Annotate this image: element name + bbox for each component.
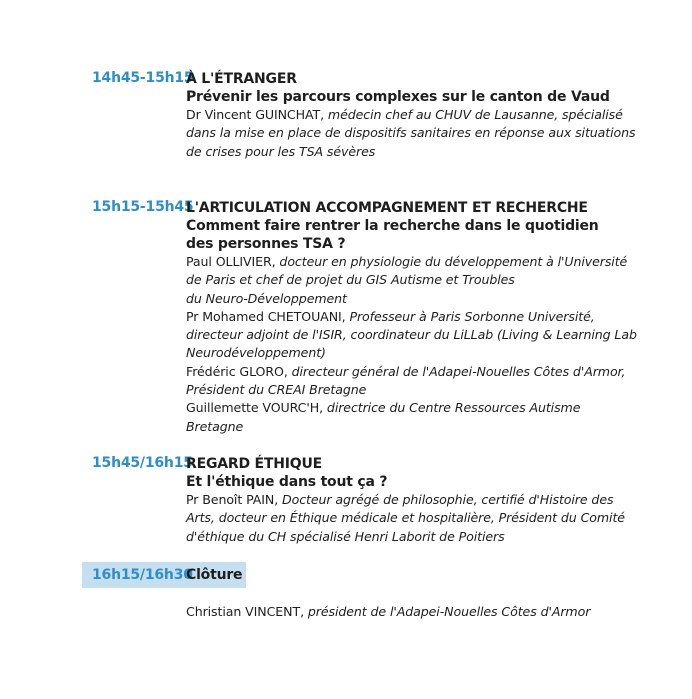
- speaker-role: directrice du Centre Ressources Autisme: [323, 400, 581, 416]
- speaker: [186, 106, 636, 161]
- speaker-role-line: du Neuro-Développement: [186, 290, 347, 306]
- speaker: [186, 491, 631, 546]
- speaker-role-line: directeur adjoint de l'ISIR, coordinateur du LiLLab (Living & Learning Lab: [186, 327, 637, 343]
- subtitle-line: des personnes TSA ?: [186, 236, 346, 252]
- speaker: [186, 399, 631, 436]
- speaker-line: [186, 106, 631, 124]
- speaker-role-line: Bretagne: [186, 418, 244, 434]
- speaker-line: [186, 363, 631, 381]
- speaker-role-line: de crises pour les TSA sévères: [186, 143, 376, 159]
- speaker-role-line: dans la mise en place de dispositifs sanitaires en réponse aux situations: [186, 125, 636, 141]
- speaker-name: Christian VINCENT,: [186, 604, 304, 619]
- speaker: [186, 363, 631, 400]
- speaker-line: [186, 253, 631, 271]
- session-title: L'ARTICULATION ACCOMPAGNEMENT ET RECHERCHE: [186, 200, 588, 216]
- speaker-role-line: Président du CREAI Bretagne: [186, 382, 367, 398]
- speaker-name: Pr Mohamed CHETOUANI,: [186, 308, 346, 324]
- speaker-name: Guillemette VOURC'H,: [186, 400, 324, 416]
- subtitle-line: Et l'éthique dans tout ça ?: [186, 474, 388, 490]
- session-title: À L'ÉTRANGER: [186, 71, 297, 87]
- speaker-role-line: Neurodéveloppement): [186, 345, 326, 361]
- closing-time: 16h15/16h30: [92, 567, 193, 583]
- session-subtitle: [186, 217, 631, 253]
- speaker-line: [186, 399, 631, 417]
- closing-speaker: [186, 603, 590, 621]
- session-time: 14h45-15h15: [92, 70, 194, 86]
- speaker-line: [186, 491, 631, 509]
- session-content: [186, 455, 631, 546]
- speaker-role-line: Arts, docteur en Éthique médicale et hospitalière, Président du Comité: [186, 510, 625, 526]
- speaker-role: Professeur à Paris Sorbonne Université,: [345, 308, 595, 324]
- speaker-role: Docteur agrégé de philosophie, certifié d'Histoire des: [278, 492, 614, 507]
- speaker-name: Dr Vincent GUINCHAT,: [186, 107, 325, 122]
- session-content: [186, 70, 636, 161]
- session-subtitle: [186, 473, 631, 491]
- session-title: REGARD ÉTHIQUE: [186, 456, 323, 472]
- session-time: 15h45/16h15: [92, 455, 193, 471]
- speaker-name: Frédéric GLORO,: [186, 363, 288, 379]
- closing-title: Clôture: [186, 567, 243, 583]
- speaker-line: [186, 308, 631, 326]
- speaker: [186, 308, 637, 363]
- subtitle-line: Prévenir les parcours complexes sur le canton de Vaud: [186, 89, 610, 105]
- speaker-role: docteur en physiologie du développement à l'Université: [275, 254, 628, 269]
- session-time: 15h15-15h45: [92, 199, 194, 215]
- speaker-name: Paul OLLIVIER,: [186, 254, 276, 269]
- speaker-role: directeur général de l'Adapei-Nouelles Côtes d'Armor,: [287, 363, 626, 379]
- speaker-role-line: de Paris et chef de projet du GIS Autisme et Troubles: [186, 272, 515, 288]
- speaker: [186, 253, 631, 308]
- speaker-name: Pr Benoît PAIN,: [186, 492, 279, 507]
- speaker-role: président de l'Adapei-Nouelles Côtes d'Armor: [303, 604, 591, 619]
- session-content: [186, 199, 637, 436]
- subtitle-line: Comment faire rentrer la recherche dans le quotidien: [186, 218, 599, 234]
- session-subtitle: [186, 88, 631, 106]
- speaker-role: médecin chef au CHUV de Lausanne, spécialisé: [324, 107, 623, 122]
- speaker-role-line: d'éthique du CH spécialisé Henri Laborit de Poitiers: [186, 528, 505, 544]
